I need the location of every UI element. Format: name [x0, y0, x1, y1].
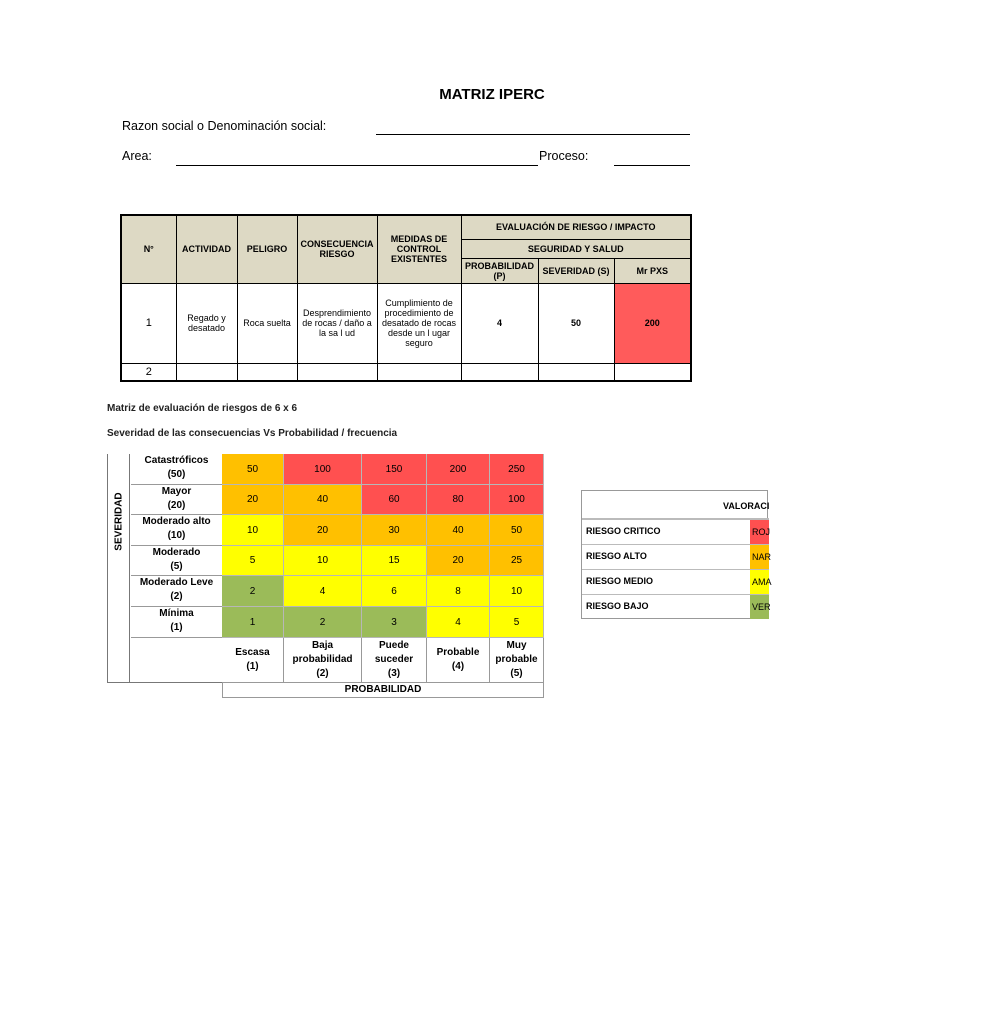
header-medidas: MEDIDAS DE CONTROL EXISTENTES — [377, 215, 461, 283]
valoracion-row — [582, 519, 769, 544]
valoracion-row — [582, 569, 772, 594]
severity-value: (2) — [170, 591, 183, 602]
valoracion-label: RIESGO MEDIO — [586, 576, 654, 586]
severity-name: Mayor — [161, 486, 192, 497]
severity-row-header — [131, 515, 222, 546]
matrix-bottom-left-line — [107, 682, 222, 683]
cell-severidad — [538, 363, 614, 381]
severity-row-header — [131, 546, 222, 576]
valoracion-swatch: AMA — [750, 570, 769, 594]
severity-value: (1) — [170, 622, 183, 633]
severity-value: (10) — [167, 530, 186, 541]
cell-severidad: 50 — [538, 283, 614, 363]
matrix-cell: 4 — [427, 607, 490, 638]
matrix-subcaption: Severidad de las consecuencias Vs Probabilidad / frecuencia — [107, 428, 398, 439]
valoracion-label: RIESGO CRITICO — [586, 526, 661, 536]
probability-name: Puede suceder — [374, 640, 414, 665]
header-peligro: PELIGRO — [237, 215, 297, 283]
risk-matrix — [107, 454, 544, 698]
probability-value: (2) — [316, 668, 329, 679]
matrix-cell: 5 — [490, 607, 544, 638]
cell-peligro — [237, 363, 297, 381]
cell-consecuencia — [297, 363, 377, 381]
matrix-cell: 20 — [427, 546, 490, 576]
razon-social-field[interactable] — [376, 134, 690, 135]
matrix-cell: 15 — [362, 546, 427, 576]
cell-consecuencia: Desprendimiento de rocas / daño a la sa l ud — [297, 283, 377, 363]
valoracion-legend — [581, 490, 772, 619]
matrix-cell: 50 — [222, 454, 284, 485]
probability-value: (1) — [246, 661, 259, 672]
cell-probabilidad: 4 — [461, 283, 538, 363]
severity-name: Mínima — [159, 608, 194, 619]
severity-value: (20) — [167, 500, 186, 511]
cell-peligro: Roca suelta — [237, 283, 297, 363]
severity-row-header — [131, 607, 222, 638]
iperc-table — [120, 214, 692, 382]
matrix-cell: 30 — [362, 515, 427, 546]
probability-column-header — [222, 638, 284, 682]
valoracion-label: RIESGO BAJO — [586, 601, 649, 611]
matrix-cell: 8 — [427, 576, 490, 607]
matrix-cell: 20 — [284, 515, 362, 546]
cell-probabilidad — [461, 363, 538, 381]
matrix-cell: 80 — [427, 485, 490, 515]
matrix-cell: 50 — [490, 515, 544, 546]
table-row — [121, 363, 691, 381]
probability-value: (3) — [387, 668, 401, 679]
valoracion-title: VALORACI — [723, 501, 770, 511]
matrix-cell: 10 — [222, 515, 284, 546]
cell-n: 1 — [121, 283, 176, 363]
cell-mr — [614, 363, 691, 381]
matrix-cell: 20 — [222, 485, 284, 515]
area-label: Area: — [122, 149, 152, 163]
matrix-cell: 6 — [362, 576, 427, 607]
header-seguridad: SEGURIDAD Y SALUD — [461, 239, 691, 258]
probability-name: Probable — [436, 647, 480, 658]
probability-name: Escasa — [235, 647, 270, 658]
probability-value: (5) — [510, 668, 523, 679]
header-probabilidad: PROBABILIDAD (P) — [461, 258, 538, 283]
valoracion-swatch: VER — [750, 595, 769, 619]
matrix-cell: 5 — [222, 546, 284, 576]
matrix-cell: 2 — [284, 607, 362, 638]
razon-social-label: Razon social o Denominación social: — [122, 119, 327, 133]
severity-name: Moderado — [152, 547, 201, 558]
matrix-cell: 10 — [284, 546, 362, 576]
valoracion-row — [582, 544, 772, 569]
page-title: MATRIZ IPERC — [439, 86, 545, 103]
severity-row-header — [131, 485, 222, 515]
proceso-field[interactable] — [614, 165, 690, 166]
header-severidad: SEVERIDAD (S) — [538, 258, 614, 283]
severity-name: Catastróficos — [144, 455, 209, 466]
matrix-cell: 40 — [427, 515, 490, 546]
matrix-cell: 40 — [284, 485, 362, 515]
cell-actividad — [176, 363, 237, 381]
probability-axis-label: PROBABILIDAD — [222, 682, 544, 698]
probability-column-header — [427, 638, 490, 682]
severity-name: Moderado alto — [142, 516, 211, 527]
probability-value: (4) — [451, 661, 465, 672]
header-actividad: ACTIVIDAD — [176, 215, 237, 283]
cell-actividad: Regado y desatado — [176, 283, 237, 363]
table-row — [121, 283, 691, 363]
valoracion-label: RIESGO ALTO — [586, 551, 647, 561]
probability-name: Muy probable — [495, 640, 538, 665]
valoracion-swatch: NAR — [750, 545, 769, 569]
matrix-cell: 60 — [362, 485, 427, 515]
matrix-cell: 100 — [284, 454, 362, 485]
matrix-cell: 10 — [490, 576, 544, 607]
matrix-cell: 200 — [427, 454, 490, 485]
valoracion-row — [582, 594, 769, 619]
matrix-cell: 100 — [490, 485, 544, 515]
matrix-caption: Matriz de evaluación de riesgos de 6 x 6 — [107, 403, 298, 414]
severity-value: (5) — [170, 561, 183, 572]
severity-name: Moderado Leve — [139, 577, 214, 588]
cell-medidas — [377, 363, 461, 381]
probability-column-header — [490, 638, 544, 682]
header-n: N° — [121, 215, 176, 283]
severity-value: (50) — [167, 469, 186, 480]
header-mr: Mr PXS — [614, 258, 691, 283]
matrix-cell: 4 — [284, 576, 362, 607]
probability-column-header — [284, 638, 362, 682]
matrix-cell: 25 — [490, 546, 544, 576]
matrix-cell: 250 — [490, 454, 544, 485]
cell-mr: 200 — [614, 283, 691, 363]
header-evaluacion: EVALUACIÓN DE RIESGO / IMPACTO — [461, 215, 691, 239]
header-consecuencia: CONSECUENCIA RIESGO — [297, 215, 377, 283]
severity-row-header — [131, 576, 222, 607]
probability-name: Baja probabilidad — [292, 640, 353, 665]
matrix-cell: 2 — [222, 576, 284, 607]
matrix-cell: 3 — [362, 607, 427, 638]
severity-axis-label: SEVERIDAD — [113, 492, 125, 551]
matrix-cell: 150 — [362, 454, 427, 485]
cell-medidas: Cumplimiento de procedimiento de desatado de rocas desde un l ugar seguro — [377, 283, 461, 363]
cell-n: 2 — [121, 363, 176, 381]
matrix-cell: 1 — [222, 607, 284, 638]
probability-column-header — [362, 638, 427, 682]
proceso-label: Proceso: — [539, 149, 589, 163]
severity-row-header — [131, 454, 222, 485]
valoracion-swatch: ROJ — [750, 520, 769, 544]
area-field[interactable] — [176, 165, 538, 166]
